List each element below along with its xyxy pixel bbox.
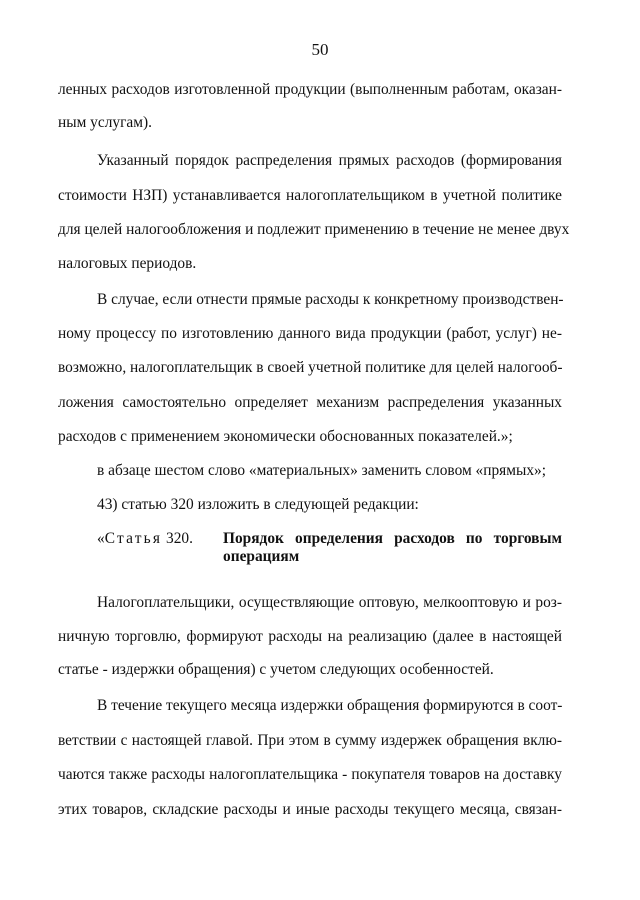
text-line: Указанный порядок распределения прямых расходов (формирования (97, 152, 562, 169)
article-word: Статья (104, 530, 163, 547)
article-label (97, 529, 193, 549)
text-line: этих товаров, складские расходы и иные расходы текущего месяца, связан- (58, 801, 562, 818)
text-line: ветствии с настоящей главой. При этом в сумму издержек обращения вклю- (58, 732, 562, 749)
article-title-line: операциям (223, 548, 300, 565)
text-line: расходов с применением экономически обоснованных показателей.»; (58, 428, 513, 445)
text-line: ничную торговлю, формируют расходы на реализацию (далее в настоящей (58, 628, 562, 645)
text-line: ным услугам). (58, 114, 152, 131)
text-line: 43) статью 320 изложить в следующей редакции: (97, 496, 419, 513)
text-line: возможно, налогоплательщик в своей учетной политике для целей налогооб- (58, 359, 563, 376)
text-line: ложения самостоятельно определяет механизм распределения указанных (58, 394, 562, 411)
text-line: В случае, если отнести прямые расходы к конкретному производствен- (97, 291, 564, 308)
article-title-line: Порядок определения расходов по торговым (223, 530, 562, 547)
text-line: в абзаце шестом слово «материальных» заменить словом «прямых»; (97, 462, 547, 479)
article-number: 320. (166, 530, 193, 547)
text-line: статье - издержки обращения) с учетом следующих особенностей. (58, 661, 494, 678)
page-number: 50 (311, 40, 329, 59)
text-line: для целей налогообложения и подлежит применению в течение не менее двух (58, 221, 570, 238)
text-line: налоговых периодов. (58, 255, 197, 272)
text-line: чаются также расходы налогоплательщика - покупателя товаров на доставку (58, 766, 562, 783)
text-line: ному процессу по изготовлению данного вида продукции (работ, услуг) не- (58, 325, 562, 342)
article-open-quote: « (97, 530, 105, 547)
text-line: ленных расходов изготовленной продукции (выполненным работам, оказан- (58, 81, 562, 98)
text-line: стоимости НЗП) устанавливается налогоплательщиком в учетной политике (58, 187, 562, 204)
text-line: В течение текущего месяца издержки обращения формируются в соот- (97, 697, 563, 714)
text-line: Налогоплательщики, осуществляющие оптовую, мелкооптовую и роз- (97, 594, 562, 611)
